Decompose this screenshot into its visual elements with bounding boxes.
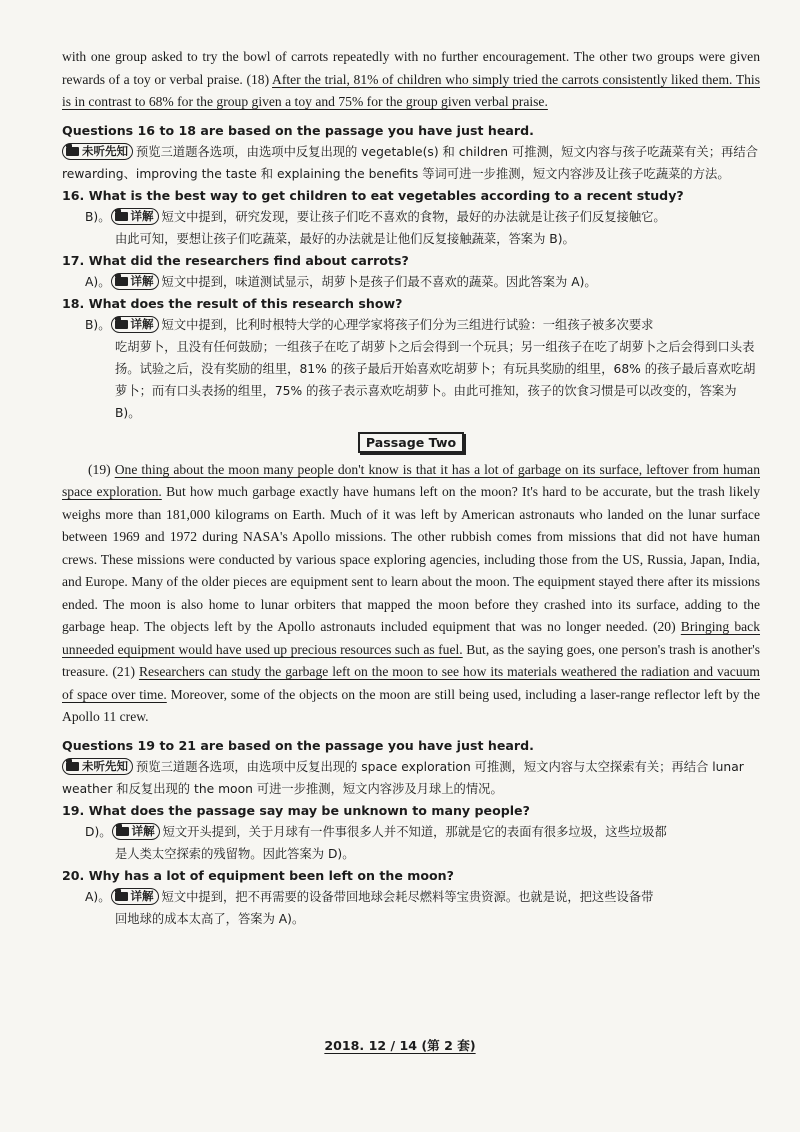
q19	[62, 800, 760, 865]
preview-tag: 未听先知	[62, 143, 133, 160]
answer-block-cont	[62, 843, 760, 865]
explanation: 短文中提到，味道测试显示，胡萝卜是孩子们最不喜欢的蔬菜。因此答案为 A)。	[161, 274, 597, 289]
answer-block-cont	[62, 228, 760, 250]
section1-preview	[62, 141, 760, 185]
answer-block-cont	[62, 908, 760, 930]
answer-letter: B)。	[85, 209, 111, 224]
question-text: 16. What is the best way to get children to eat vegetables according to a recent study?	[62, 187, 684, 203]
passage-title-box	[62, 432, 760, 453]
question-text: 17. What did the researchers find about carrots?	[62, 252, 409, 268]
explanation-cont: 是人类太空探索的残留物。因此答案为 D)。	[115, 846, 355, 861]
underlined-20: Bringing back unneeded equipment would have used up precious resources such as fuel.	[62, 619, 760, 657]
answer-block	[62, 314, 760, 336]
q17	[62, 250, 760, 293]
explanation: 短文开头提到，关于月球有一件事很多人并不知道，那就是它的表面有很多垃圾，这些垃圾都	[162, 824, 667, 839]
detail-tag: 详解	[111, 273, 159, 290]
passage-text-3: Moreover, some of the objects on the moon are still being used, including a laser-range reflector left by the Apollo 11 crew.	[62, 686, 760, 724]
explanation: 短文中提到，比利时根特大学的心理学家将孩子们分为三组进行试验：一组孩子被多次要求	[161, 317, 654, 332]
folder-icon	[66, 147, 79, 156]
page-footer	[0, 1035, 800, 1054]
preview-text: 预览三道题各选项，由选项中反复出现的 vegetable(s) 和 children 可推测，短文内容与孩子吃蔬菜有关；再结合 rewarding、improving the taste 和 explaining the benefits 等词可进一步推测，短文内容涉及让孩子吃蔬菜的方法。	[62, 144, 758, 181]
answer-letter: D)。	[85, 824, 112, 839]
marker-19: (19)	[88, 461, 115, 477]
answer-block-cont	[62, 336, 760, 424]
folder-icon	[116, 827, 129, 836]
answer-letter: A)。	[85, 889, 111, 904]
marker-20: (20)	[652, 619, 681, 634]
section2-preview	[62, 756, 760, 800]
explanation-cont: 吃胡萝卜，且没有任何鼓励；一组孩子在吃了胡萝卜之后会得到一个玩具；另一组孩子在吃了胡萝卜之后会得到口头表扬。试验之后，没有奖励的组里，81% 的孩子最后开始喜欢吃胡萝卜；有玩具奖励的组里，68% 的孩子最后喜欢吃胡萝卜；而有口头表扬的组里，75% 的孩子表示喜欢吃胡萝卜。由此可推知，孩子的饮食习惯是可以改变的，答案为 B)。	[115, 339, 756, 420]
answer-block	[62, 271, 760, 293]
folder-icon	[115, 320, 128, 329]
underlined-21: Researchers can study the garbage left on the moon to see how its materials weathered the radiation and vacuum of space over time.	[62, 664, 760, 702]
question-text: 18. What does the result of this research show?	[62, 295, 403, 311]
explanation-cont: 回地球的成本太高了，答案为 A)。	[115, 911, 305, 926]
folder-icon	[115, 277, 128, 286]
section1-heading: Questions 16 to 18 are based on the passage you have just heard.	[62, 122, 534, 138]
answer-letter: A)。	[85, 274, 111, 289]
passage-text-1: But how much garbage exactly have humans left on the moon? It's hard to be accurate, but the trash likely weighs more than 181,000 kilograms on Earth. Much of it was left by American astronauts who landed on the lunar surface between 1969 and 1972 during NASA's Apollo missions. The other rubbish comes from missions that did not have human crews. These missions were conducted by various space exploring agencies, including those from the US, Russia, Japan, India, and Europe. Many of the older pieces are equipment sent to learn about the moon. The equipment stayed there after its missions ended. The moon is also home to lunar orbiters that mapped the moon before they crashed into its surface, adding to the garbage heap. The objects left by the Apollo astronauts included equipment that was no longer needed.	[62, 484, 760, 634]
passage-text-2: But, as the saying goes, one person's trash is another's treasure.	[62, 641, 760, 679]
q20	[62, 865, 760, 930]
footer-label: 2018. 12 / 14 (第 2 套)	[324, 1038, 476, 1053]
explanation: 短文中提到，把不再需要的设备带回地球会耗尽燃料等宝贵资源。也就是说，把这些设备带	[161, 889, 654, 904]
answer-block	[62, 886, 760, 908]
q18	[62, 293, 760, 424]
detail-tag: 详解	[111, 888, 159, 905]
preview-tag: 未听先知	[62, 758, 133, 775]
folder-icon	[115, 892, 128, 901]
section2-heading: Questions 19 to 21 are based on the passage you have just heard.	[62, 737, 534, 753]
answer-block	[62, 206, 760, 228]
folder-icon	[115, 212, 128, 221]
explanation: 短文中提到，研究发现，要让孩子们吃不喜欢的食物，最好的办法就是让孩子们反复接触它。	[161, 209, 666, 224]
detail-tag: 详解	[111, 316, 159, 333]
underlined-19: One thing about the moon many people don't know is that it has a lot of garbage on its surface, leftover from human space exploration.	[62, 461, 760, 499]
folder-icon	[66, 762, 79, 771]
q16	[62, 185, 760, 250]
answer-letter: B)。	[85, 317, 111, 332]
detail-tag: 详解	[111, 208, 159, 225]
question-text: 20. Why has a lot of equipment been left on the moon?	[62, 867, 454, 883]
marker-21: (21)	[112, 664, 139, 679]
answer-block	[62, 821, 760, 843]
intro-text: with one group asked to try the bowl of carrots repeatedly with no further encouragement. The other two groups were given rewards of a toy or verbal praise. (18)	[62, 49, 760, 87]
question-text: 19. What does the passage say may be unknown to many people?	[62, 802, 530, 818]
intro-paragraph	[62, 46, 760, 114]
preview-text: 预览三道题各选项，由选项中反复出现的 space exploration 可推测，短文内容与太空探索有关；再结合 lunar weather 和反复出现的 the moon 可进一步推测，短文内容涉及月球上的情况。	[62, 759, 744, 796]
detail-tag: 详解	[112, 823, 160, 840]
passage-title: Passage Two	[358, 432, 464, 453]
explanation-cont: 由此可知，要想让孩子们吃蔬菜，最好的办法就是让他们反复接触蔬菜，答案为 B)。	[115, 231, 575, 246]
passage-two-paragraph	[62, 459, 760, 729]
intro-underlined: After the trial, 81% of children who simply tried the carrots consistently liked them. This is in contrast to 68% for the group given a toy and 75% for the group given verbal praise.	[62, 71, 761, 109]
